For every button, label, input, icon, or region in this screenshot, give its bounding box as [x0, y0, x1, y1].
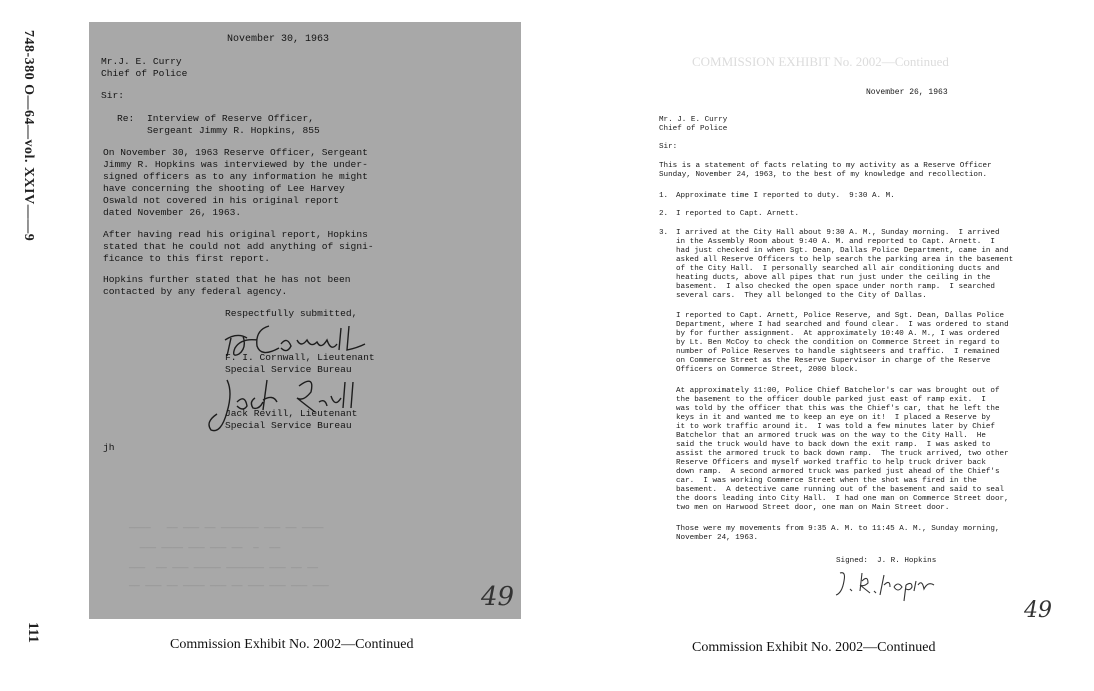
paragraph-line: I reported to Capt. Arnett, Police Reserve, and Sgt. Dean, Dallas Police — [676, 312, 1005, 320]
signer1-line-2: Special Service Bureau — [225, 364, 352, 375]
item-number: 1. — [659, 192, 669, 200]
signer1-line-1: F. I. Cornwall, Lieutenant — [225, 352, 375, 363]
paragraph-line: Batchelor that an armored truck was on the way to the City Hall. He — [676, 432, 986, 440]
volume-label: 748-380 O—64—vol. XXIV——9 — [21, 30, 36, 242]
right-caption: Commission Exhibit No. 2002—Continued — [692, 640, 936, 655]
page-number: 111 — [25, 622, 41, 643]
ghost-header: COMMISSION EXHIBIT No. 2002—Continued — [692, 54, 949, 69]
signer2-line-2: Special Service Bureau — [225, 420, 352, 431]
intro-line: Sunday, November 24, 1963, to the best of my knowledge and recollection. — [659, 171, 988, 179]
paragraph-line: by for further assignment. At approximately 10:40 A. M., I was ordered — [676, 330, 1000, 338]
item-3-line: of the City Hall. I personally searched all air conditioning ducts and — [676, 265, 1000, 273]
intro-line: This is a statement of facts relating to my activity as a Reserve Officer — [659, 162, 992, 170]
paragraph-line: Reserve Officers and myself worked traffic to help truck driver back — [676, 459, 986, 467]
paragraph-line: down ramp. A second armored truck was parked just ahead of the Chief's — [676, 468, 1000, 476]
paragraph-line: was told by the officer that this was the Chief's car, that he left the — [676, 405, 1000, 413]
typist-initials: jh — [103, 442, 115, 453]
paragraph-line: Those were my movements from 9:35 A. M. to 11:45 A. M., Sunday morning, — [676, 525, 1000, 533]
re-line-2: Sergeant Jimmy R. Hopkins, 855 — [147, 125, 320, 136]
item-3-line: I arrived at the City Hall about 9:30 A. M., Sunday morning. I arrived — [676, 229, 1000, 237]
item-3-line: asked all Reserve Officers to help search the parking area in the basement — [676, 256, 1014, 264]
paragraph-line: Hopkins further stated that he has not been — [103, 274, 351, 285]
closing: Respectfully submitted, — [225, 308, 358, 319]
item-3-line: several cars. They all belonged to the City of Dallas. — [676, 292, 927, 300]
paragraph-line: On November 30, 1963 Reserve Officer, Sergeant — [103, 147, 368, 158]
addressee-line-2: Chief of Police — [101, 68, 188, 79]
paragraph-line: signed officers as to any information he might — [103, 171, 368, 182]
signer2-line-1: Jack Revill, Lieutenant — [225, 408, 358, 419]
hopkins-signature — [832, 567, 952, 603]
paragraph-line: Jimmy R. Hopkins was interviewed by the under- — [103, 159, 368, 170]
re-line-1: Interview of Reserve Officer, — [147, 113, 314, 124]
paragraph-line: said the truck would have to back down the exit ramp. I was asked to — [676, 441, 991, 449]
paragraph-line: the basement to the officer double parked just east of ramp exit. I — [676, 396, 986, 404]
paragraph-line: After having read his original report, Hopkins — [103, 229, 368, 240]
salutation: Sir: — [101, 90, 125, 101]
item-1: Approximate time I reported to duty. 9:30 A. M. — [676, 192, 895, 200]
paragraph-line: it to work traffic around it. I was told a few minutes later by Chief — [676, 423, 995, 431]
paragraph-line: basement. A detective came running out of the basement and said to seal — [676, 486, 1005, 494]
paragraph-line: dated November 26, 1963. — [103, 207, 242, 218]
item-3-line: had just checked in when Sgt. Dean, Dallas Police Department, came in and — [676, 247, 1009, 255]
handwritten-page-number: 49 — [481, 582, 515, 612]
right-addressee-1: Mr. J. E. Curry — [659, 116, 728, 124]
re-label: Re: — [117, 113, 135, 124]
letter-date: November 30, 1963 — [227, 34, 330, 45]
paragraph-line: on Commerce Street as the Reserve Supervisor in charge of the Reserve — [676, 357, 991, 365]
bleed-through-text: ——— —— ——— ————— ——————— ——— —— —— — [129, 563, 319, 573]
item-2: I reported to Capt. Arnett. — [676, 210, 800, 218]
paragraph-line: Department, where I had searched and found clear. I was ordered to stand — [676, 321, 1009, 329]
paragraph-line: November 24, 1963. — [676, 534, 759, 542]
item-number: 2. — [659, 210, 669, 218]
handwritten-page-number: 49 — [1024, 598, 1052, 623]
paragraph-line: stated that he could not add anything of signi- — [103, 241, 374, 252]
paragraph-line: by Lt. Ben McCoy to check the condition on Commerce Street in regard to — [676, 339, 1000, 347]
right-salutation: Sir: — [659, 143, 678, 151]
paragraph-line: have concerning the shooting of Lee Harvey — [103, 183, 345, 194]
paragraph-line: Oswald not covered in his original report — [103, 195, 340, 206]
signed-line: Signed: J. R. Hopkins — [836, 557, 937, 565]
paragraph-line: Officers on Commerce Street, 2000 block. — [676, 366, 859, 374]
left-caption: Commission Exhibit No. 2002—Continued — [170, 637, 414, 652]
paragraph-line: the doors leading into City Hall. I had one man on Commerce Street door, — [676, 495, 1009, 503]
paragraph-line: ficance to this first report. — [103, 253, 270, 264]
bleed-through-text: ——— ———— ——— ——— —— — —— — [129, 543, 281, 553]
right-date: November 26, 1963 — [866, 88, 948, 97]
paragraph-line: two men on Harwood Street door, one man on Main Street door. — [676, 504, 950, 512]
paragraph-line: assist the armored truck to back down ramp. The truck arrived, two other — [676, 450, 1009, 458]
paragraph-line: car. I was working Commerce Street when the shot was fired in the — [676, 477, 977, 485]
paragraph-line: contacted by any federal agency. — [103, 286, 288, 297]
paragraph-line: number of Police Reserves to handle sightseers and traffic. I remained — [676, 348, 1000, 356]
right-addressee-2: Chief of Police — [659, 125, 728, 133]
bleed-through-text: —— ——— —— ———— ——— —— ——— ——— ——— ——— — [129, 581, 329, 591]
paragraph-line: At approximately 11:00, Police Chief Batchelor's car was brought out of — [676, 387, 1000, 395]
paragraph-line: keys in it and wanted me to keep an eye on it! I placed a Reserve by — [676, 414, 991, 422]
bleed-through-text: ———— —— ——— —— ——————— ——— —— ———— — [129, 523, 324, 533]
item-3-line: basement. I also checked the open space under north ramp. I searched — [676, 283, 995, 291]
addressee-line-1: Mr.J. E. Curry — [101, 56, 182, 67]
left-letter-page — [89, 22, 521, 619]
item-3-line: heating ducts, above all pipes that run just under the ceiling in the — [676, 274, 991, 282]
item-number: 3. — [659, 229, 669, 237]
item-3-line: in the Assembly Room about 9:40 A. M. and reported to Capt. Arnett. I — [676, 238, 995, 246]
